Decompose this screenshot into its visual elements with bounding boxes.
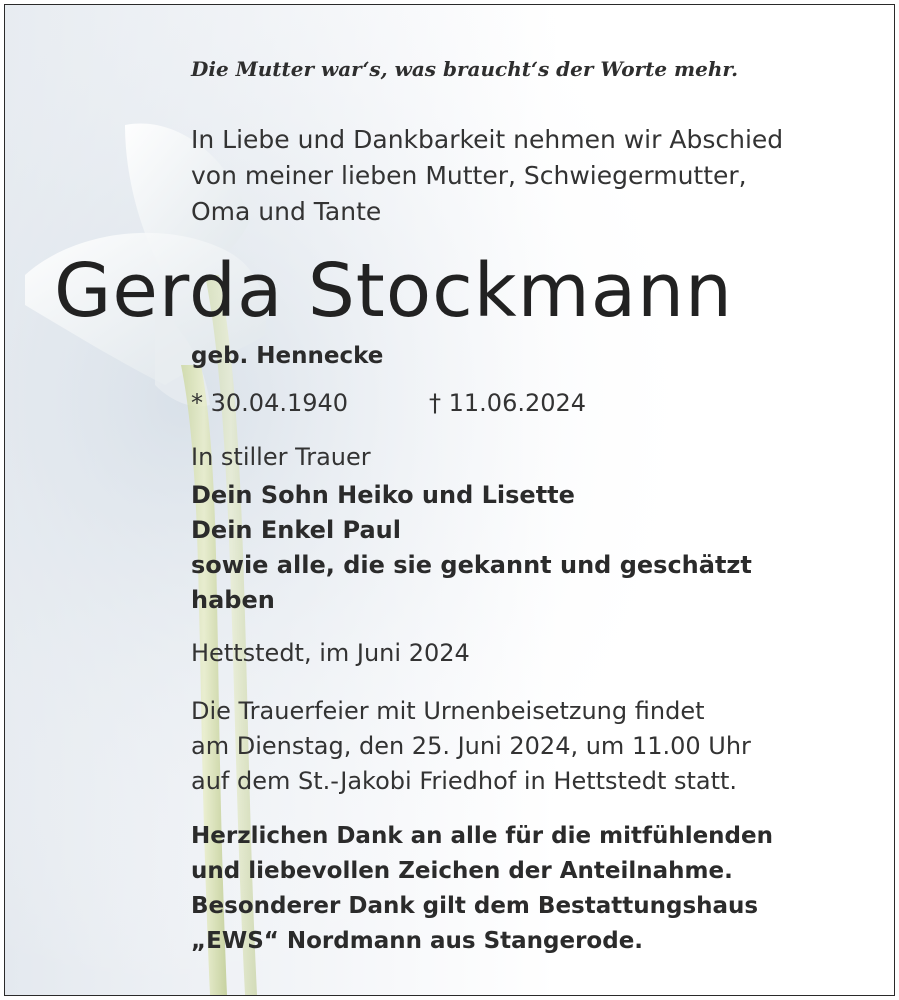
mourner-line: Dein Enkel Paul <box>191 516 401 544</box>
mourning-label: In stiller Trauer <box>191 443 371 471</box>
death-date: † 11.06.2024 <box>429 389 587 417</box>
intro-line: von meiner lieben Mutter, Schwiegermutter, <box>191 161 747 190</box>
thanks-line: Herzlichen Dank an alle für die mitfühlenden <box>191 823 773 849</box>
service-line: auf dem St.-Jakobi Friedhof in Hettstedt statt. <box>191 767 738 795</box>
birth-name: geb. Hennecke <box>191 343 384 369</box>
service-line: am Dienstag, den 25. Juni 2024, um 11.00 Uhr <box>191 732 751 760</box>
thanks-line: „EWS“ Nordmann aus Stangerode. <box>191 928 644 954</box>
deceased-name: Gerda Stockmann <box>54 248 733 334</box>
service-line: Die Trauerfeier mit Urnenbeisetzung findet <box>191 697 705 725</box>
birth-date: * 30.04.1940 <box>191 389 349 417</box>
funeral-service-info <box>191 694 751 799</box>
mourner-line: Dein Sohn Heiko und Lisette <box>191 481 575 509</box>
thanks-line: und liebevollen Zeichen der Anteilnahme. <box>191 858 733 884</box>
intro-line: Oma und Tante <box>191 197 382 226</box>
thanks-text <box>191 819 773 959</box>
mourner-line: haben <box>191 586 275 614</box>
place-date: Hettstedt, im Juni 2024 <box>191 639 470 667</box>
intro-text <box>191 122 783 230</box>
thanks-line: Besonderer Dank gilt dem Bestattungshaus <box>191 893 759 919</box>
motto-quote: Die Mutter war‘s, was braucht‘s der Worte mehr. <box>191 57 739 81</box>
mourners-list <box>191 478 752 618</box>
mourner-line: sowie alle, die sie gekannt und geschätzt <box>191 551 752 579</box>
intro-line: In Liebe und Dankbarkeit nehmen wir Abschied <box>191 125 784 154</box>
obituary-notice <box>4 4 895 996</box>
